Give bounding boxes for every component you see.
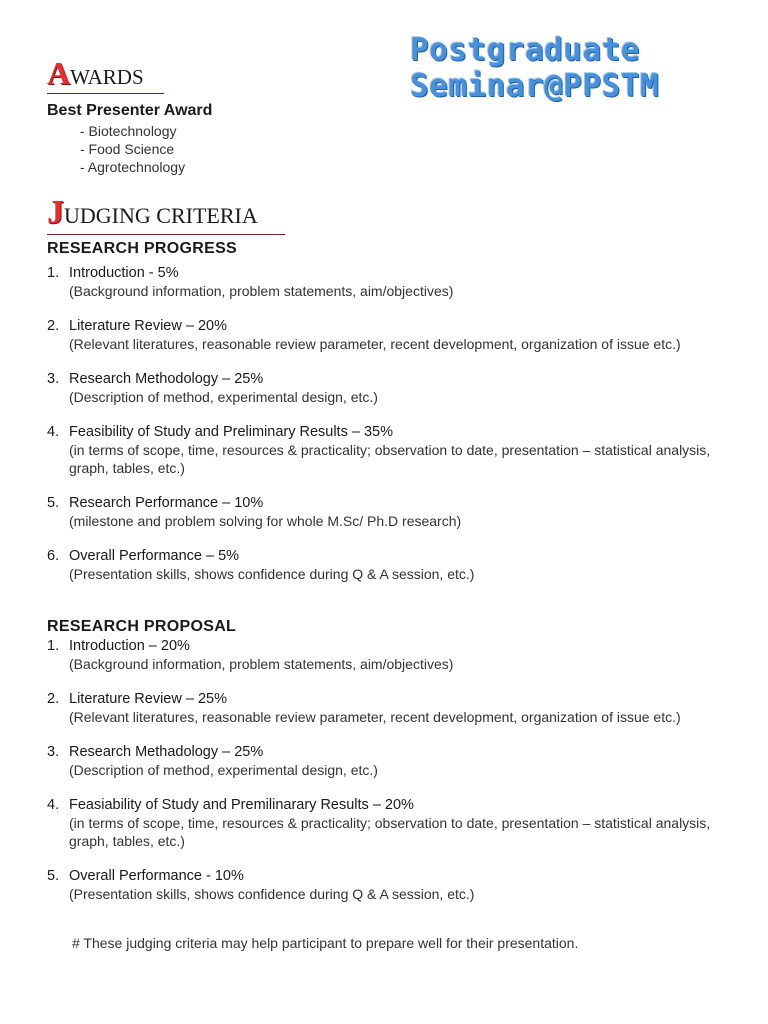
criteria-number: 5. (47, 868, 60, 884)
award-category: - Biotechnology (80, 123, 177, 139)
criteria-title: Introduction - 5% (69, 265, 179, 281)
criteria-number: 1. (47, 638, 60, 654)
criteria-description: (Description of method, experimental design, etc.) (69, 389, 378, 405)
criteria-number: 4. (47, 797, 60, 813)
criteria-description: (Relevant literatures, reasonable review parameter, recent development, organization of issue etc.) (69, 709, 681, 725)
criteria-item (47, 796, 737, 850)
criteria-description: (in terms of scope, time, resources & practicality; observation to date, presentation – statistical analysis, graph, tables, etc.) (69, 815, 711, 849)
criteria-number: 3. (47, 744, 60, 760)
criteria-title: Research Methadology – 25% (69, 744, 264, 760)
criteria-title: Feasiability of Study and Premilinarary Results – 20% (69, 797, 414, 813)
awards-heading (47, 55, 164, 94)
criteria-description: (Description of method, experimental design, etc.) (69, 762, 378, 778)
research-progress-heading: RESEARCH PROGRESS (47, 240, 238, 257)
award-category: - Food Science (80, 141, 175, 157)
award-category-list (80, 122, 185, 176)
criteria-number: 1. (47, 265, 60, 281)
criteria-item (47, 370, 737, 406)
criteria-item (47, 494, 737, 530)
criteria-item (47, 317, 737, 353)
research-progress-criteria (47, 264, 737, 600)
criteria-number: 6. (47, 548, 60, 564)
judging-heading-rest: UDGING CRITERIA (64, 203, 258, 228)
criteria-item (47, 423, 737, 477)
criteria-title: Introduction – 20% (69, 638, 190, 654)
criteria-description: (in terms of scope, time, resources & practicality; observation to date, presentation – statistical analysis, graph, tables, etc.) (69, 442, 711, 476)
awards-heading-initial: A (47, 55, 71, 91)
awards-heading-rest: WARDS (70, 65, 144, 89)
criteria-title: Literature Review – 25% (69, 691, 227, 707)
judging-heading-initial: J (47, 194, 64, 231)
criteria-description: (Presentation skills, shows confidence during Q & A session, etc.) (69, 886, 475, 902)
event-title: Postgraduate Seminar@PPSTM (410, 32, 660, 104)
criteria-number: 2. (47, 691, 60, 707)
criteria-item (47, 690, 737, 726)
criteria-item (47, 743, 737, 779)
award-category: - Agrotechnology (80, 159, 186, 175)
criteria-item (47, 637, 737, 673)
criteria-item (47, 264, 737, 300)
criteria-title: Overall Performance - 10% (69, 868, 244, 884)
criteria-description: (milestone and problem solving for whole M.Sc/ Ph.D research) (69, 513, 462, 529)
research-proposal-criteria (47, 637, 737, 920)
criteria-description: (Presentation skills, shows confidence during Q & A session, etc.) (69, 566, 475, 582)
judging-criteria-heading (47, 196, 285, 235)
criteria-item (47, 867, 737, 903)
research-proposal-heading: RESEARCH PROPOSAL (47, 618, 237, 635)
criteria-number: 2. (47, 318, 60, 334)
criteria-title: Research Performance – 10% (69, 495, 264, 511)
criteria-item (47, 547, 737, 583)
award-title: Best Presenter Award (47, 102, 213, 119)
criteria-description: (Relevant literatures, reasonable review parameter, recent development, organization of issue etc.) (69, 336, 681, 352)
criteria-title: Research Methodology – 25% (69, 371, 264, 387)
criteria-number: 4. (47, 424, 60, 440)
judging-note: # These judging criteria may help participant to prepare well for their presentation. (72, 935, 579, 951)
criteria-description: (Background information, problem statements, aim/objectives) (69, 656, 454, 672)
criteria-description: (Background information, problem statements, aim/objectives) (69, 283, 454, 299)
criteria-title: Overall Performance – 5% (69, 548, 240, 564)
criteria-title: Feasibility of Study and Preliminary Results – 35% (69, 424, 393, 440)
criteria-number: 5. (47, 495, 60, 511)
criteria-title: Literature Review – 20% (69, 318, 227, 334)
criteria-number: 3. (47, 371, 60, 387)
